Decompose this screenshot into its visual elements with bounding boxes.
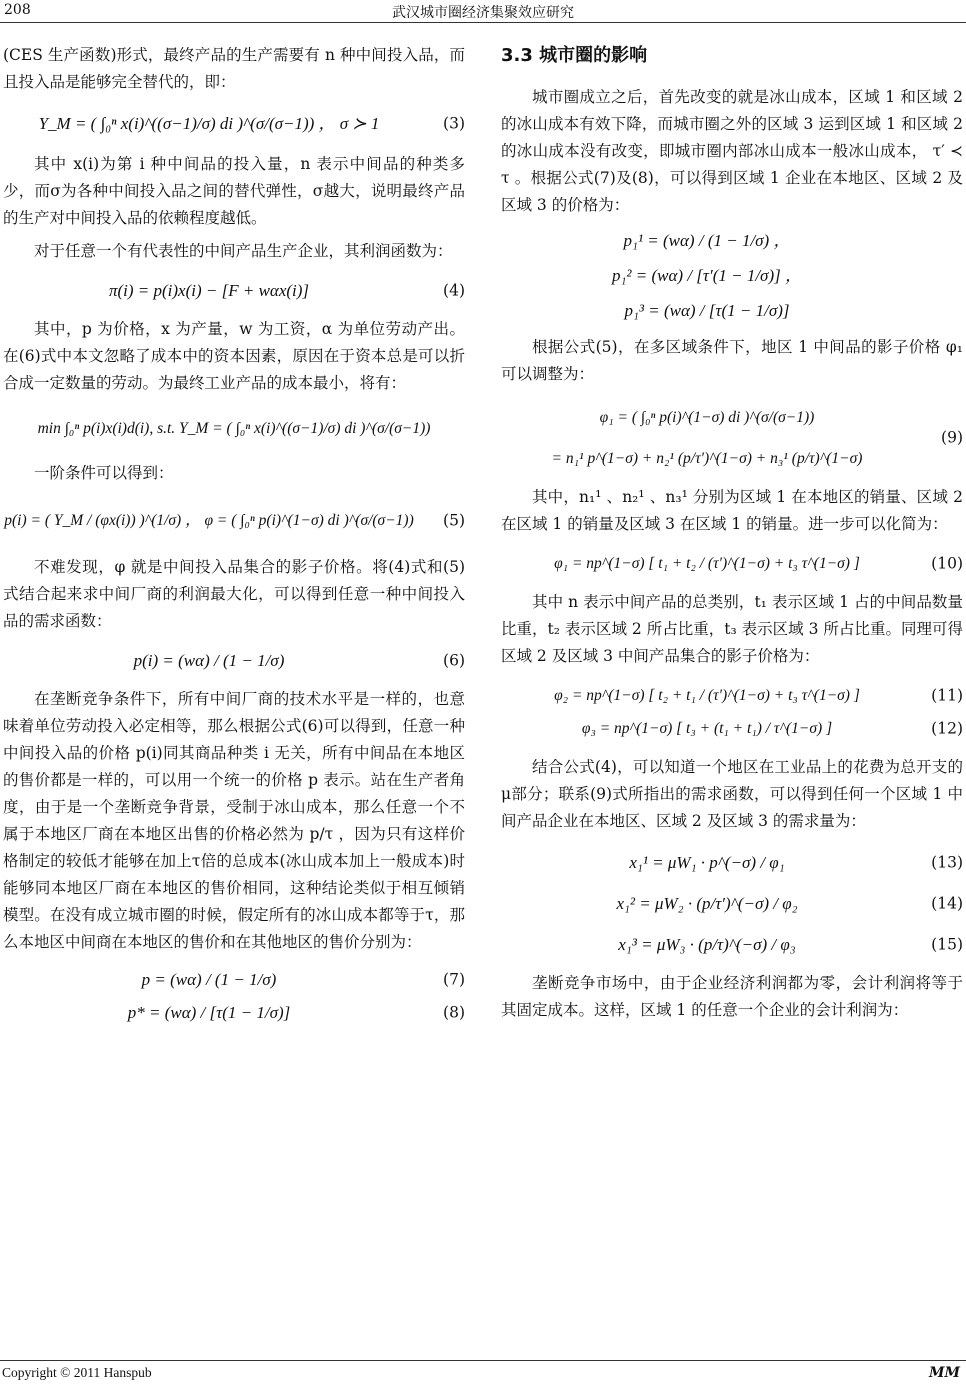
- equation-body: p₁¹ = (wα) / (1 − 1/σ) ，: [623, 231, 791, 250]
- paragraph: 其中 n 表示中间产品的总类别，t₁ 表示区域 1 占的中间品数量比重，t₂ 表示区域 2 所占比重，t₃ 表示区域 3 所占比重。同理可得区域 2 及区域 3 中间产品集合的影子价格为：: [501, 593, 963, 665]
- equation-9: [501, 404, 963, 472]
- equation-body: p(i) = (wα) / (1 − 1/σ): [133, 651, 285, 670]
- equation-number: (4): [443, 281, 465, 299]
- equation-body: p* = (wα) / [τ(1 − 1/σ)]: [127, 1003, 291, 1022]
- equation-body: φ₁ = ( ∫₀ⁿ p(i)^(1−σ) di )^(σ/(σ−1)): [599, 409, 815, 426]
- equation-8: [3, 999, 465, 1026]
- paragraph: 不难发现，φ 就是中间投入品集合的影子价格。将(4)式和(5)式结合起来求中间厂商的利润最大化，可以得到任意一种中间投入品的需求函数：: [3, 558, 465, 630]
- running-title: 武汉城市圈经济集聚效应研究: [392, 5, 574, 21]
- paragraph: 一阶条件可以得到：: [34, 464, 174, 482]
- equation-body: φ₃ = np^(1−σ) [ t₃ + (t₁ + t₁) / τ^(1−σ) ]: [581, 720, 833, 737]
- paragraph: (CES 生产函数)形式，最终产品的生产需要有 n 种中间投入品，而且投入品是能够完全替代的，即：: [3, 46, 465, 91]
- equation-number: (9): [941, 428, 963, 447]
- journal-abbreviation: MM: [929, 1365, 960, 1381]
- equation-body: min ∫₀ⁿ p(i)x(i)d(i), s.t. Y_M = ( ∫₀ⁿ x(i)^((σ−1)/σ) di )^(σ/(σ−1)): [37, 420, 431, 437]
- equation-11: [501, 682, 963, 709]
- equation-p11: [501, 227, 963, 254]
- equation-body: x₁² = μW₂ · (p/τ′)^(−σ) / φ₂: [616, 894, 798, 913]
- equation-body: = n₁¹ p^(1−σ) + n₂¹ (p/τ′)^(1−σ) + n₃¹ (p/τ)^(1−σ): [551, 450, 863, 467]
- paragraph: 在垄断竞争条件下，所有中间厂商的技术水平是一样的，也意味着单位劳动投入必定相等，那么根据公式(6)可以得到，任意一种中间投入品的价格 p(i)同其商品种类 i 无关，所有中间品在本地区的售价都是一样的，可以用一个统一的价格 p 表示。站在生产者角度，由于是一个垄断竞争背景，受制于冰山成本，那么任意一个不属于本地区厂商在本地区出售的价格必然为 p/τ ，因为只有这样价格制定的较低才能够在加上τ倍的总成本(冰山成本加上一般成本)时能够同本地区厂商在本地区的售价相同，这种结论类似于相互倾销模型。在没有成立城市圈的时候，假定所有的冰山成本都等于τ，那么本地区中间商在本地区的售价和在其他地区的售价分别为：: [3, 690, 465, 951]
- right-column: [501, 42, 963, 1024]
- equation-number: (13): [931, 853, 963, 871]
- equation-5: [3, 507, 465, 534]
- equation-number: (5): [443, 511, 465, 529]
- equation-body: p₁² = (wα) / [τ′(1 − 1/σ)] ，: [612, 266, 802, 285]
- equation-body: p₁³ = (wα) / [τ(1 − 1/σ)]: [624, 301, 790, 320]
- equation-body: x₁¹ = μW₁ · p^(−σ) / φ₁: [629, 853, 785, 872]
- equation-number: (3): [443, 114, 465, 132]
- equation-body: p(i) = ( Y_M / (φx(i)) )^(1/σ) ， φ = ( ∫₀ⁿ p(i)^(1−σ) di )^(σ/(σ−1)): [4, 512, 414, 529]
- equation-14: [501, 890, 963, 917]
- equation-number: (14): [931, 894, 963, 912]
- equation-number: (12): [931, 719, 963, 737]
- paragraph: 根据公式(5)，在多区域条件下，地区 1 中间品的影子价格 φ₁ 可以调整为：: [501, 338, 963, 383]
- equation-number: (15): [931, 935, 963, 953]
- equation-min: [3, 415, 465, 442]
- section-title: 3.3 城市圈的影响: [501, 45, 648, 66]
- equation-15: [501, 931, 963, 958]
- paragraph: 其中，n₁¹ 、n₂¹ 、n₃¹ 分别为区域 1 在本地区的销量、区域 2 在区域 1 的销量及区域 3 在区域 1 的销量。进一步可以化简为：: [501, 488, 963, 533]
- equation-p13: [501, 297, 963, 324]
- equation-3: [3, 110, 465, 137]
- page-footer: [0, 1360, 966, 1387]
- page-number: 208: [4, 2, 31, 18]
- copyright: Copyright © 2011 Hanspub: [2, 1365, 152, 1380]
- equation-number: (10): [931, 554, 963, 572]
- equation-body: p = (wα) / (1 − 1/σ): [141, 970, 277, 989]
- page-header: [0, 0, 966, 24]
- paragraph: 结合公式(4)，可以知道一个地区在工业品上的花费为总开支的μ部分；联系(9)式所指出的需求函数，可以得到任何一个区域 1 中间产品企业在本地区、区域 2 及区域 3 的需求量为：: [501, 758, 963, 830]
- equation-number: (8): [443, 1003, 465, 1021]
- equation-6: [3, 647, 465, 674]
- equation-body: φ₂ = np^(1−σ) [ t₂ + t₁ / (τ′)^(1−σ) + t₃ τ^(1−σ) ]: [554, 687, 860, 704]
- equation-p12: [501, 262, 963, 289]
- equation-body: φ₁ = np^(1−σ) [ t₁ + t₂ / (τ′)^(1−σ) + t₃ τ^(1−σ) ]: [554, 555, 860, 572]
- equation-13: [501, 849, 963, 876]
- paragraph: 城市圈成立之后，首先改变的就是冰山成本，区域 1 和区域 2 的冰山成本有效下降，而城市圈之外的区域 3 运到区域 1 和区域 2 的冰山成本没有改变，即城市圈内部冰山成本一般冰山成本， τ′ ≺ τ 。根据公式(7)及(8)，可以得到区域 1 企业在本地区、区域 2 及区域 3 的价格为：: [501, 88, 963, 214]
- equation-10: [501, 550, 963, 577]
- equation-number: (11): [931, 686, 963, 704]
- equation-body: π(i) = p(i)x(i) − [F + wαx(i)]: [108, 281, 310, 300]
- equation-number: (6): [443, 651, 465, 669]
- equation-4: [3, 277, 465, 304]
- paragraph: 垄断竞争市场中，由于企业经济利润都为零，会计利润将等于其固定成本。这样，区域 1 的任意一个企业的会计利润为：: [501, 974, 963, 1019]
- equation-body: Y_M = ( ∫₀ⁿ x(i)^((σ−1)/σ) di )^(σ/(σ−1)) ， σ ≻ 1: [38, 114, 380, 133]
- paragraph: 其中 x(i)为第 i 种中间品的投入量，n 表示中间品的种类多少，而σ为各种中间投入品之间的替代弹性，σ越大，说明最终产品的生产对中间投入品的依赖程度越低。: [3, 155, 465, 227]
- left-column: [3, 42, 465, 1032]
- paragraph: 对于任意一个有代表性的中间产品生产企业，其利润函数为：: [34, 242, 453, 260]
- equation-12: [501, 715, 963, 742]
- equation-number: (7): [443, 970, 465, 988]
- equation-body: x₁³ = μW₃ · (p/τ)^(−σ) / φ₃: [618, 935, 796, 954]
- equation-7: [3, 966, 465, 993]
- paragraph: 其中，p 为价格，x 为产量，w 为工资，α 为单位劳动产出。在(6)式中本文忽略了成本中的资本因素，原因在于资本总是可以折合成一定数量的劳动。为最终工业产品的成本最小，将有：: [3, 320, 465, 392]
- header-rule: [0, 22, 966, 23]
